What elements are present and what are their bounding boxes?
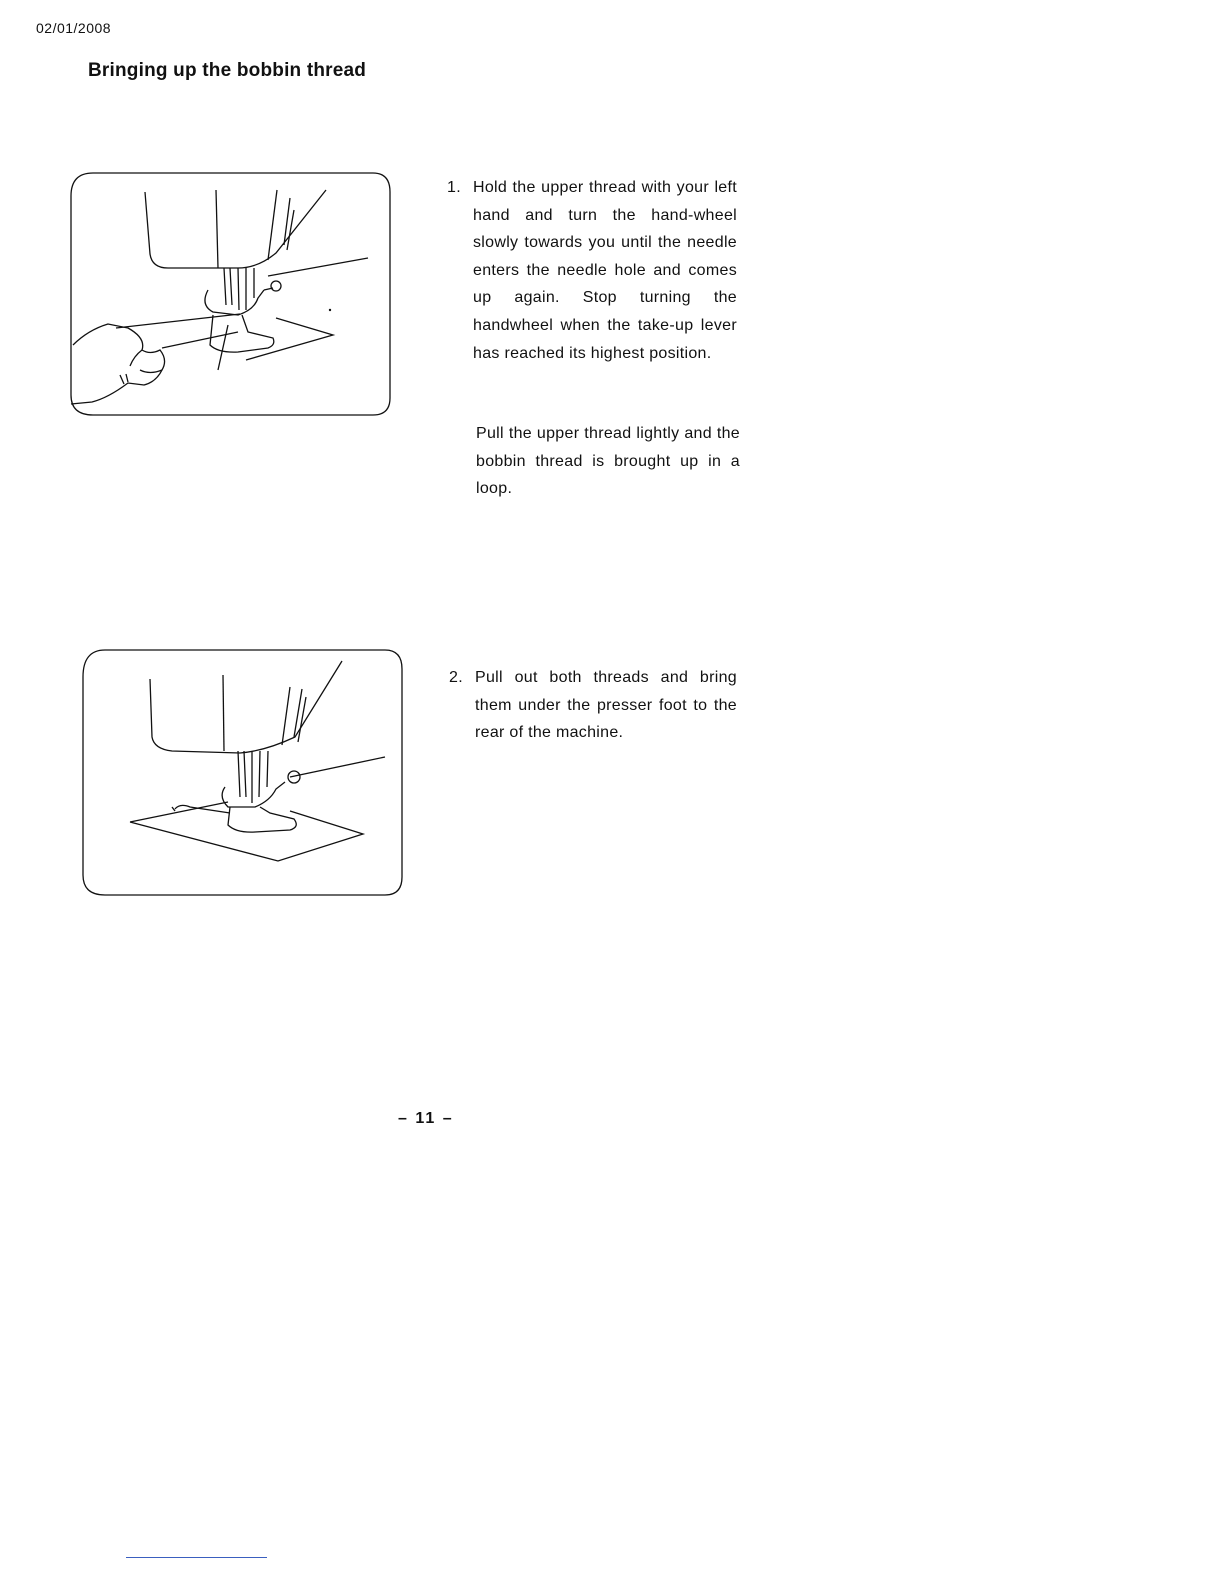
step-number: 2. [449, 669, 463, 686]
step-followup-text: Pull the upper thread lightly and the bobbin thread is brought up in a loop. [476, 425, 740, 498]
page-title: Bringing up the bobbin thread [88, 60, 367, 81]
instruction-step-1-followup [476, 420, 740, 503]
divider [126, 1557, 267, 1558]
sewing-machine-hand-holding-thread-illustration-icon [68, 170, 394, 420]
sewing-machine-threads-under-presser-foot-illustration-icon [80, 647, 406, 900]
step-number: 1. [447, 179, 461, 196]
page-number: – 11 – [398, 1110, 454, 1127]
step-text: Hold the upper thread with your left hand and turn the hand-wheel slowly towards you until the needle enters the needle hole and comes up again. Stop turning the handwheel when the take-up lever has reached its highest position. [473, 179, 737, 362]
step-text: Pull out both threads and bring them under the presser foot to the rear of the machine. [475, 669, 737, 742]
instruction-step-1 [447, 174, 737, 367]
page-date: 02/01/2008 [36, 20, 112, 36]
figure-pull-threads [80, 647, 406, 900]
figure-hold-thread [68, 170, 394, 420]
instruction-step-2 [449, 664, 737, 747]
